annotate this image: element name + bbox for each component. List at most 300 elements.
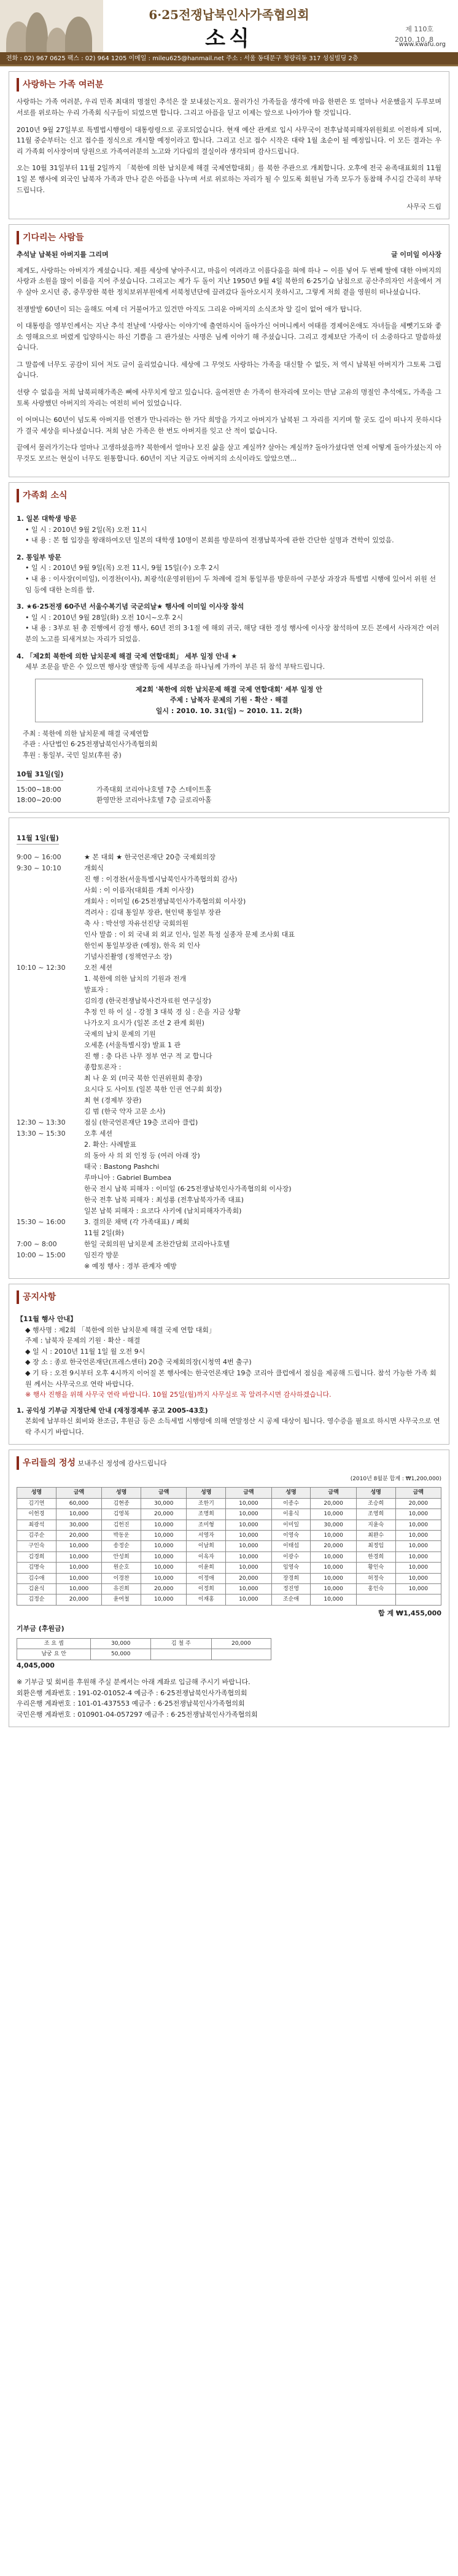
essay-paragraph: 선량 수 없음을 저희 납북피해가족은 뼈에 사무치게 알고 있습니다. 올여전만 손 가족이 한자리에 모이는 만남 고유의 명절인 추석에도, 가족을 그토록 사랑했던 아버지의 자리는 여전히 비어 있었습니다.: [17, 388, 441, 407]
donor-cell: 20,000: [141, 1583, 187, 1594]
donor-cell: 10,000: [56, 1551, 101, 1562]
agenda-row: [17, 1217, 441, 1228]
agenda-row: [17, 1128, 441, 1139]
agenda-row: [17, 1051, 441, 1062]
invite-line: 주제 : 납북자 문제의 기원 · 확산 · 해결: [169, 696, 289, 704]
notice-line: ◆ 기 타 : 오전 9시부터 오후 4시까지 이어질 본 행사에는 한국언론재단 19층 코리아 클럽에서 점심을 제공해 드립니다. 참석 가능한 가족 회원 께서는 사무국으로 연락 바랍니다.: [25, 1369, 437, 1388]
agenda-time: [17, 1062, 84, 1073]
agenda-time: 9:30 ~ 10:10: [17, 864, 61, 872]
donor-cell: 조영희: [356, 1509, 395, 1520]
agenda-row: [17, 874, 441, 885]
agenda-item: 개회식: [84, 864, 104, 872]
agenda-row: [17, 1095, 441, 1106]
donor-cell: 10,000: [226, 1551, 271, 1562]
agenda-time: [17, 907, 84, 918]
donor-cell: 원순호: [102, 1563, 141, 1573]
donor-cell: 30,000: [56, 1520, 101, 1530]
account-line: 외환은행 계좌번호 : 191-02-01052-4 예금주 : 6·25전쟁납북인사가족협의회: [17, 1688, 247, 1697]
agenda-time: 13:30 ~ 15:30: [17, 1129, 66, 1138]
donations-unit-note: (2010년 8월분 합계 : ₩1,200,000): [350, 1475, 441, 1482]
donor-cell: 구인숙: [17, 1541, 56, 1551]
donor-cell: 김주순: [17, 1530, 56, 1540]
donor-cell: 김윤식: [17, 1583, 56, 1594]
donor-cell: 10,000: [311, 1530, 356, 1540]
donor-cell: 10,000: [226, 1520, 271, 1530]
donor-cell: 임영숙: [271, 1563, 311, 1573]
donor-cell: 60,000: [56, 1498, 101, 1509]
essay-paragraph: 끝에서 물러가기는다 얼마나 고생하셨을까? 북한에서 얼마나 모진 삶을 살고 계실까? 살아는 계실까? 돌아가셨다면 언제 어떻게 돌아가셨는지 아무것도 모르는 현실이 너무도 원통합니다. 60년이 지난 지금도 아버지의 소식이라도 알았으면...: [17, 443, 441, 463]
agenda-item: 의 동아 사 의 외 인정 등 (여러 아래 장): [84, 1151, 200, 1160]
donor-cell: 김헌진: [102, 1520, 141, 1530]
donor-cell: 10,000: [395, 1509, 441, 1520]
donor-cell: 이옥자: [187, 1551, 226, 1562]
news-item-head: 3. ★6·25전쟁 60주년 서울수복기념 국군의날★ 행사에 이미일 이사장 참석: [17, 603, 244, 611]
schedule-time: 15:00~18:00: [17, 785, 61, 794]
agenda-item: 11월 2일(화): [84, 1228, 124, 1237]
accounts-block: [17, 1677, 441, 1720]
agenda-time: [17, 1040, 84, 1051]
agenda-time: [17, 1106, 84, 1117]
donor-cell: 김경희: [17, 1551, 56, 1562]
agenda-item: 오전 세션: [84, 963, 113, 972]
agenda-item: 한국 전후 납북 피해자 : 최성룡 (전후납북자가족 대표): [84, 1195, 244, 1204]
special-cell: [211, 1649, 271, 1660]
agenda-time: 10:00 ~ 15:00: [17, 1251, 66, 1259]
agenda-item: 추정 인 하 이 실 - 강철 3 대북 경 심 : 은을 지금 상황: [84, 1007, 241, 1016]
hosts-list: [23, 728, 441, 761]
special-row: [17, 1649, 271, 1660]
agenda-item: 한인씨 통일부장관 (예정), 한옥 외 인사: [84, 941, 200, 950]
agenda-time: 12:30 ~ 13:30: [17, 1118, 66, 1126]
donor-cell: 최완수: [356, 1530, 395, 1540]
donor-column-header: 금액: [56, 1488, 101, 1498]
agenda-time: [17, 1195, 84, 1206]
agenda-row: [17, 1007, 441, 1018]
donor-cell: 10,000: [311, 1583, 356, 1594]
agenda-row: [17, 1228, 441, 1239]
donor-row: [17, 1563, 441, 1573]
donors-table: [17, 1487, 441, 1605]
letter-paragraph: 사랑하는 가족 여러분, 우리 민족 최대의 명절인 추석은 잘 보내셨는지요. 물러가신 가족들을 생각에 마음 한편은 또 얼마나 서운했을지 두루보며 서로를 위로하는 우리 가족회 식구들이 되었으면 합니다. 그리고 아픔을 딛고 이제는 앞으로 나아가야 할 것입니다.: [17, 98, 441, 117]
agenda-item: ※ 예정 행사 : 경부 관계자 예방: [84, 1262, 177, 1270]
donor-cell: 지윤숙: [356, 1520, 395, 1530]
agenda-row: [17, 974, 441, 985]
agenda-time: [17, 996, 84, 1007]
donor-cell: 10,000: [311, 1563, 356, 1573]
agenda-time: [17, 1228, 84, 1239]
donor-cell: 이남희: [187, 1541, 226, 1551]
news-item-line: • 내 용 : 본 협 입장을 왕래하여오던 일본의 대학생 10명이 본회를 방문하여 전쟁납북자에 관한 간단한 설명과 견학이 있었음.: [25, 536, 394, 545]
donor-row: [17, 1583, 441, 1594]
notice-line: ◆ 일 시 : 2010년 11월 1일 월 오전 9시: [25, 1347, 146, 1356]
schedule-row: [17, 784, 441, 795]
donor-cell: 10,000: [56, 1573, 101, 1583]
special-cell: [151, 1649, 211, 1660]
news-item-line: • 내 용 : 3부로 된 총 진행에서 감정 행사, 60년 전의 3·1절 에 해외 귀국, 해당 대한 경성 행사에 이사장 참석하여 모든 본에서 사라져간 여러분의 노고를 되새겨보는 자리가 되었음.: [25, 624, 440, 643]
agenda-time: [17, 896, 84, 907]
waiting-subtitle: 추석날 납북된 아버지를 그리며: [17, 251, 109, 259]
agenda-row: [17, 1040, 441, 1051]
agenda-time: [17, 918, 84, 929]
donor-cell: 김영복: [102, 1509, 141, 1520]
donor-cell: 30,000: [141, 1498, 187, 1509]
donor-cell: 20,000: [311, 1541, 356, 1551]
agenda-item: 사회 : 이 이름자(대회를 개최 이사장): [84, 886, 194, 894]
donor-cell: 10,000: [311, 1594, 356, 1605]
essay-paragraph: 이 어머니는 60년이 넘도록 아버지를 언젠가 만나리라는 한 가닥 희망을 가지고 아버지가 납북된 그 자리를 지키며 할 곳도 길이 떠나지 못하시다가 결국 세상을 떠나셨습니다. 저희 남은 가족은 한 번도 아버지를 잊고 산 적이 없습니다.: [17, 416, 441, 435]
agenda-item: 점심 (한국언론재단 19층 코리아 클럽): [84, 1118, 198, 1126]
schedule-place: 가족대회 코리아나호텔 7층 스테이트홀: [96, 785, 212, 794]
agenda-row: [17, 1239, 441, 1250]
agenda-row: [17, 1261, 441, 1272]
letter-paragraph: 오는 10월 31일부터 11월 2일까지 「북한에 의한 납치문제 해결 국제연합대회」를 북한 주관으로 개최합니다. 오후에 전국 유족대표회의 11월 1일 본 행사에 외국인 납북자 가족과 만나 같은 아픔을 나누며 서로 위로하는 자리가 될 수 있도록 회원님 가족 모두가 동참해 주시길 간곡히 부탁드립니다.: [17, 164, 441, 194]
donor-cell: 10,000: [311, 1509, 356, 1520]
donor-cell: 김명숙: [17, 1563, 56, 1573]
agenda-item: 종합토론자 :: [84, 1063, 122, 1071]
agenda-row: [17, 1062, 441, 1073]
agenda-time: [17, 1084, 84, 1095]
agenda-item: 인사 말씀 : 이 외 국내 외 외교 인사, 일본 특정 실종자 문제 조사회 대표: [84, 930, 295, 939]
donor-cell: 10,000: [141, 1594, 187, 1605]
donations-subtitle: 보내주신 정성에 감사드립니다: [77, 1459, 167, 1467]
invite-line: 일시 : 2010. 10. 31(일) ~ 2010. 11. 2(화): [155, 706, 303, 715]
donations-title: 우리들의 정성: [17, 1456, 76, 1470]
agenda-item: 나가오지 요시가 (일본 조선 2 관계 회원): [84, 1018, 204, 1027]
donor-cell: 10,000: [395, 1520, 441, 1530]
agenda-title: 11월 1일(월): [17, 833, 59, 845]
special-cell: 김 철 주: [151, 1638, 211, 1649]
masthead: [0, 0, 458, 66]
agenda-item: 한국 전시 납북 피해자 : 이미일 (6·25전쟁납북인사가족협의회 이사장): [84, 1184, 292, 1193]
notice-line: ◆ 장 소 : 종로 한국언론재단(프레스센터) 20층 국제회의장(시청역 4번 출구): [25, 1358, 252, 1367]
donor-cell: 김현종: [102, 1498, 141, 1509]
letter-section: [9, 71, 449, 219]
donor-cell: 조승희: [356, 1498, 395, 1509]
donor-cell: 30,000: [311, 1520, 356, 1530]
donor-cell: 10,000: [395, 1541, 441, 1551]
agenda-row: [17, 1173, 441, 1184]
donor-row: [17, 1541, 441, 1551]
notice-line: 본회에 납부하신 회비와 찬조금, 후원금 등은 소득세법 시행령에 의해 연말정산 시 공제 대상이 됩니다. 영수증을 필요로 하시면 사무국으로 연락 주시기 바랍니다.: [25, 1417, 440, 1436]
donor-cell: 10,000: [56, 1541, 101, 1551]
agenda-row: [17, 1250, 441, 1261]
total-value: ₩1,455,000: [395, 1609, 441, 1617]
account-line: 우리은행 계좌번호 : 101-01-437553 예금주 : 6·25전쟁납북인사가족협의회: [17, 1700, 245, 1708]
donor-cell: 10,000: [226, 1541, 271, 1551]
donor-column-header: 금액: [311, 1488, 356, 1498]
website-link[interactable]: www.kwafu.org: [398, 41, 446, 48]
agenda-row: [17, 1206, 441, 1217]
agenda-item: 3. 결의문 채택 (각 가족대표) / 폐회: [84, 1217, 190, 1226]
agenda-row: [17, 907, 441, 918]
agenda-time: [17, 929, 84, 940]
agenda-row: [17, 1150, 441, 1161]
donor-row: [17, 1498, 441, 1509]
donor-cell: 20,000: [395, 1498, 441, 1509]
invite-line: 제2회 '북한에 의한 납치문제 해결 국제 연합대회' 세부 일정 안: [136, 685, 322, 693]
agenda-item: 진 행 : 충 다른 나무 정부 연구 적 교 합니다: [84, 1052, 212, 1060]
donor-cell: 이홍식: [271, 1509, 311, 1520]
agenda-row: [17, 1117, 441, 1128]
donor-cell: 20,000: [226, 1573, 271, 1583]
special-title: 기부금 (후원금): [17, 1625, 64, 1633]
donor-column-header: 성명: [17, 1488, 56, 1498]
agenda-time: [17, 885, 84, 896]
donor-cell: 정진영: [271, 1583, 311, 1594]
agenda-item: 한일 국회의원 납치문제 조찬간담회 코리아나호텔: [84, 1239, 230, 1248]
publication-title: 소식: [205, 26, 253, 51]
donor-cell: 10,000: [395, 1563, 441, 1573]
agenda-section: [9, 818, 449, 1279]
agenda-time: 9:00 ~ 16:00: [17, 853, 61, 861]
donor-row: [17, 1551, 441, 1562]
agenda-time: [17, 1139, 84, 1150]
agenda-row: [17, 1161, 441, 1173]
special-cell: 조 요 셉: [17, 1638, 91, 1649]
donor-column-header: 성명: [356, 1488, 395, 1498]
special-cell: 남궁 요 안: [17, 1649, 91, 1660]
news-item-head: 2. 통일부 방문: [17, 553, 61, 561]
agenda-time: [17, 1051, 84, 1062]
letter-paragraph: 2010년 9월 27일부로 특별법시행령이 대통령령으로 공포되었습니다. 현재 예산 관계로 입시 사무국이 전후납북피해자위원회로 이전하게 되며, 11월 중순부터는 신고 접수를 정식으로 개시할 예정이라고 합니다. 그리고 신고 접수 시작은 대략 1월 초순이 될 예정입니다. 이 모든 결과는 우리 가족회 이사장이며 당원으로 가족여러분의 노고와 기다림의 결실이라 생각되며 감사드립니다.: [17, 125, 441, 155]
family-news-title: 가족회 소식: [17, 489, 68, 502]
notice-line: ※ 행사 진행을 위해 사무국 연락 바랍니다. 10월 25일(월)까지 사무실로 꼭 알려주시면 감사하겠습니다.: [25, 1391, 332, 1399]
donor-cell: 이태섭: [271, 1541, 311, 1551]
agenda-row: [17, 1195, 441, 1206]
agenda-list: [17, 852, 441, 1272]
agenda-item: 오후 세션: [84, 1129, 113, 1138]
notice-line: 주제 : 납북자 문제의 기원 · 확산 · 해결: [25, 1337, 141, 1345]
agenda-item: 1. 북한에 의한 납치의 기원과 전개: [84, 974, 187, 983]
special-cell: 20,000: [211, 1638, 271, 1649]
agenda-item: 임진각 방문: [84, 1251, 119, 1259]
agenda-item: 김 범 (한국 약자 고문 소사): [84, 1107, 166, 1115]
account-line: 국민은행 계좌번호 : 010901-04-057297 예금주 : 6·25전쟁납북인사가족협의회: [17, 1711, 258, 1719]
contact-bar: 전화 : 02) 967 0625 팩스 : 02) 964 1205 이메일 : mileu625@hanmail.net 주소 : 서울 동대문구 청량리동 317 성심빌딩 2층: [0, 52, 458, 64]
donor-cell: 윤여철: [102, 1594, 141, 1605]
donor-cell: 10,000: [395, 1573, 441, 1583]
agenda-time: 15:30 ~ 16:00: [17, 1217, 66, 1226]
news-item-line: 세부 조문을 받은 수 있으면 행사장 맨앞쪽 등에 세부조을 하나님께 가까이 부른 뒤 참석 부탁드립니다.: [25, 663, 325, 671]
waiting-section: [9, 224, 449, 477]
agenda-row: [17, 951, 441, 962]
notice-block-head: 1. 공익성 기부금 지정단체 안내 (재정경제부 공고 2005-43호): [17, 1406, 208, 1415]
donor-cell: 20,000: [56, 1530, 101, 1540]
news-item-head: 4. 「제2회 북한에 의한 납치문제 해결 국제 연합대회」 세부 일정 안내 ★: [17, 652, 238, 660]
donations-section: [9, 1450, 449, 1727]
donor-cell: 10,000: [56, 1563, 101, 1573]
agenda-row: [17, 996, 441, 1007]
agenda-time: 7:00 ~ 8:00: [17, 1239, 57, 1248]
agenda-item: 일본 납북 피해자 : 요코다 사키에 (납치피해자가족회): [84, 1206, 242, 1215]
news-item-line: • 일 시 : 2010년 9월 9일(목) 오전 11시, 9월 15일(수) 오후 2시: [25, 564, 220, 572]
donor-cell: 이윤희: [187, 1563, 226, 1573]
donor-cell: 이영숙: [271, 1530, 311, 1540]
donor-cell: 조미형: [187, 1520, 226, 1530]
news-item-line: • 내 용 : 이사장(이미일), 이경찬(이사), 최광석(운영위원)이 두 차례에 걸쳐 통일부를 방문하여 구분상 과장과 특별법 시행에 있어서 위원 선임 등에 대한 논의를 함.: [25, 574, 437, 594]
agenda-row: [17, 1106, 441, 1117]
letter-title: 사랑하는 가족 여러분: [17, 78, 103, 92]
agenda-item: 태국 : Bastong Pashchi: [84, 1162, 160, 1171]
news-item-line: • 일 시 : 2010년 9월 28일(화) 오전 10시~오후 2시: [25, 613, 183, 622]
donor-cell: 10,000: [226, 1583, 271, 1594]
agenda-time: [17, 974, 84, 985]
agenda-time: [17, 1150, 84, 1161]
special-cell: 30,000: [91, 1638, 151, 1649]
notice-line: ◆ 행사명 : 제2회 「북한에 의한 납치문제 해결 국제 연합 대회」: [25, 1325, 215, 1334]
donor-cell: 조순애: [271, 1594, 311, 1605]
essay-paragraph: 그 말씀에 너무도 공감이 되어 저도 글이 올리었습니다. 세상에 그 무엇도 사랑하는 가족을 대신할 수 없듯, 저 역시 납북된 아버지가 그토록 그립습니다.: [17, 360, 441, 380]
donor-cell: 이재홍: [187, 1594, 226, 1605]
donor-cell: 10,000: [311, 1551, 356, 1562]
donor-cell: 이경찬: [102, 1573, 141, 1583]
donor-row: [17, 1573, 441, 1583]
family-news-section: [9, 482, 449, 813]
donor-cell: 유진희: [102, 1583, 141, 1594]
agenda-time: [17, 1261, 84, 1272]
agenda-time: [17, 1184, 84, 1195]
agenda-row: [17, 962, 441, 974]
agenda-row: [17, 929, 441, 940]
donor-column-header: 성명: [102, 1488, 141, 1498]
host-line: 후원 : 통일부, 국민 일보(후원 중): [23, 751, 122, 759]
agenda-item: 최 현 (경제부 장관): [84, 1096, 142, 1104]
donor-cell: 20,000: [141, 1509, 187, 1520]
day1-title: 10월 31일(일): [17, 769, 63, 781]
agenda-item: 김의경 (한국전쟁납북사건자료원 연구실장): [84, 996, 211, 1005]
donor-cell: 10,000: [141, 1520, 187, 1530]
agenda-item: 격려사 : 김대 통일부 장관, 현인택 통일부 장관: [84, 908, 221, 916]
waiting-title: 기다리는 사람들: [17, 231, 84, 244]
news-item-head: 1. 일본 대학생 방문: [17, 515, 77, 523]
donor-cell: [356, 1594, 395, 1605]
donations-total: [17, 1608, 441, 1619]
agenda-row: [17, 940, 441, 951]
donor-cell: 허정숙: [356, 1573, 395, 1583]
donor-cell: 10,000: [311, 1573, 356, 1583]
donor-cell: 박동운: [102, 1530, 141, 1540]
special-total: 4,045,000: [17, 1661, 55, 1669]
donor-cell: 김정순: [17, 1594, 56, 1605]
donor-cell: 홍인숙: [356, 1583, 395, 1594]
donor-cell: 김기연: [17, 1498, 56, 1509]
donor-cell: 10,000: [56, 1583, 101, 1594]
agenda-item: 진 행 : 이경찬(서울특별시납북인사가족협의회 감사): [84, 875, 238, 883]
invitation-box: [35, 679, 423, 722]
special-cell: 50,000: [91, 1649, 151, 1660]
notice-title: 공지사항: [17, 1290, 56, 1304]
agenda-row: [17, 885, 441, 896]
donor-cell: 안성희: [102, 1551, 141, 1562]
donor-cell: 10,000: [226, 1498, 271, 1509]
agenda-time: [17, 1018, 84, 1029]
issue-date: 2010. 10. 8: [395, 35, 433, 44]
donor-cell: 10,000: [141, 1551, 187, 1562]
donor-cell: 조한기: [187, 1498, 226, 1509]
agenda-item: 오세훈 (서울특별시장) 발표 1 관: [84, 1040, 181, 1049]
donor-row: [17, 1520, 441, 1530]
donor-column-header: 금액: [226, 1488, 271, 1498]
donor-cell: 10,000: [56, 1509, 101, 1520]
donor-cell: 최정임: [356, 1541, 395, 1551]
agenda-item: 축 사 : 박선영 자유선진당 국회의원: [84, 919, 188, 927]
donor-column-header: 성명: [271, 1488, 311, 1498]
special-table: [17, 1638, 271, 1660]
notice-section: [9, 1284, 449, 1445]
host-line: 주관 : 사단법인 6·25전쟁납북인사가족협의회: [23, 740, 158, 749]
agenda-time: [17, 1173, 84, 1184]
agenda-row: [17, 1139, 441, 1150]
agenda-row: [17, 1073, 441, 1084]
donor-cell: 황인숙: [356, 1563, 395, 1573]
donor-cell: 이광수: [271, 1551, 311, 1562]
donor-cell: 송정순: [102, 1541, 141, 1551]
donor-column-header: 금액: [141, 1488, 187, 1498]
agenda-item: ★ 본 대회 ★ 한국언론재단 20층 국제회의장: [84, 853, 216, 861]
donor-cell: 이미일: [271, 1520, 311, 1530]
donor-cell: 10,000: [395, 1530, 441, 1540]
agenda-row: [17, 1084, 441, 1095]
schedule-place: 환영만찬 코리아나호텔 7층 글로리아홀: [96, 796, 212, 805]
donor-cell: 10,000: [226, 1594, 271, 1605]
essay-paragraph: 전쟁발발 60년이 되는 올해도 여제 더 거불어가고 있건만 아직도 그리운 아버지의 소식조차 알 길이 없어 애가 탑니다.: [17, 305, 362, 313]
news-item-line: • 일 시 : 2010년 9월 2일(목) 오전 11시: [25, 525, 147, 534]
donor-cell: 10,000: [226, 1530, 271, 1540]
donor-cell: 10,000: [141, 1563, 187, 1573]
agenda-time: [17, 985, 84, 996]
donor-cell: 이종수: [271, 1498, 311, 1509]
donor-cell: 10,000: [141, 1573, 187, 1583]
agenda-time: [17, 1095, 84, 1106]
agenda-row: [17, 1184, 441, 1195]
donor-cell: 장경희: [271, 1573, 311, 1583]
donor-cell: 이정희: [187, 1583, 226, 1594]
donor-row: [17, 1509, 441, 1520]
special-row: [17, 1638, 271, 1649]
donor-cell: 김수애: [17, 1573, 56, 1583]
agenda-item: 개회사 : 이미일 (6·25전쟁납북인사가족협의회 이사장): [84, 897, 246, 905]
schedule-row: [17, 795, 441, 806]
donor-cell: 한경희: [356, 1551, 395, 1562]
agenda-time: [17, 940, 84, 951]
donor-cell: 서영자: [187, 1530, 226, 1540]
agenda-item: 기념사진촬영 (정책연구소 장): [84, 952, 173, 961]
donor-cell: 이정애: [187, 1573, 226, 1583]
agenda-time: 10:10 ~ 12:30: [17, 963, 66, 972]
agenda-item: 국제의 납치 문제의 기원: [84, 1029, 156, 1038]
agenda-row: [17, 1018, 441, 1029]
donor-cell: 10,000: [395, 1551, 441, 1562]
agenda-row: [17, 918, 441, 929]
donor-cell: 10,000: [141, 1541, 187, 1551]
agenda-item: 2. 확산: 사례발표: [84, 1140, 136, 1149]
agenda-item: 요시다 도 사이토 (일본 북한 인권 연구회 회장): [84, 1085, 222, 1093]
agenda-time: [17, 874, 84, 885]
issue-number: 제 110호: [405, 25, 433, 33]
donor-cell: 20,000: [311, 1498, 356, 1509]
donor-column-header: 금액: [395, 1488, 441, 1498]
waiting-author: 글 이미일 이사장: [390, 251, 441, 259]
donor-row: [17, 1594, 441, 1605]
agenda-row: [17, 896, 441, 907]
donor-cell: 이헌경: [17, 1509, 56, 1520]
essay-paragraph: 이 대통령을 영부인께서는 지난 추석 전날에 '사랑사는 이야기'에 출연하시어 돌아가신 어머니께서 여태를 경제어온애도 자녀들을 세뻿기도와 좋소 영해요으로 버렸게 입양하시는 하신 기쁨을 그 관가셨는 사명은 님께 이야기 해 주셨습니다. 그리고 경제보단 가족이 더 소중하다고 말씀하셨습니다.: [17, 322, 441, 352]
agenda-item: 발표자 :: [84, 985, 109, 994]
letter-signature: 사무국 드림: [406, 203, 441, 211]
donor-column-header: 성명: [187, 1488, 226, 1498]
agenda-time: [17, 1029, 84, 1040]
donor-cell: 20,000: [56, 1594, 101, 1605]
